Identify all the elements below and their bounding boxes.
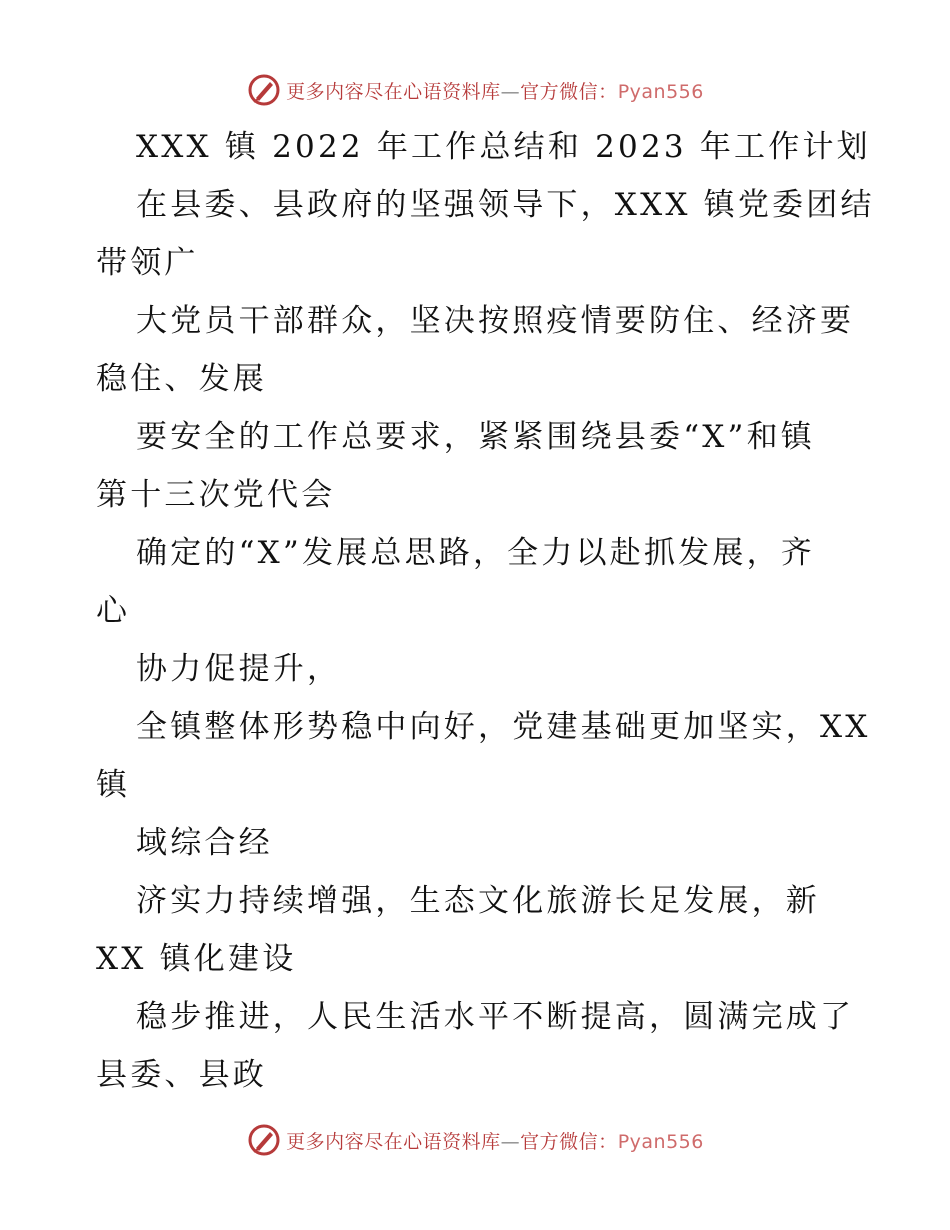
text-line: 心: [96, 593, 131, 629]
banner-text: 更多内容尽在心语资料库—官方微信：Pyan556: [286, 1130, 704, 1153]
document-body: [96, 118, 875, 1104]
footer-banner: [0, 1120, 950, 1160]
text-line: 大党员干部群众，坚决按照疫情要防住、经济要: [136, 303, 855, 339]
brush-pen-logo-icon: [246, 1122, 282, 1158]
header-banner: [0, 70, 950, 110]
text-line: 县委、县政: [96, 1057, 267, 1093]
text-line: 稳步推进，人民生活水平不断提高，圆满完成了: [136, 999, 855, 1035]
text-line: 镇: [96, 767, 131, 803]
text-line: 稳住、发展: [96, 361, 267, 397]
text-line: 协力促提升，: [136, 651, 342, 687]
banner-text: 更多内容尽在心语资料库—官方微信：Pyan556: [286, 80, 704, 103]
text-line: 确定的“X”发展总思路，全力以赴抓发展，齐: [136, 535, 815, 571]
text-line: 要安全的工作总要求，紧紧围绕县委“X”和镇: [136, 419, 815, 455]
text-line: 全镇整体形势稳中向好，党建基础更加坚实，XX: [136, 709, 871, 745]
text-line: XX 镇化建设: [96, 941, 297, 977]
text-line: 带领广: [96, 245, 199, 281]
document-title: XXX 镇 2022 年工作总结和 2023 年工作计划: [136, 129, 871, 165]
text-line: 第十三次党代会: [96, 477, 336, 513]
text-line: 域综合经: [136, 825, 273, 861]
text-line: 在县委、县政府的坚强领导下，XXX 镇党委团结: [136, 187, 875, 223]
brush-pen-logo-icon: [246, 72, 282, 108]
text-line: 济实力持续增强，生态文化旅游长足发展，新: [136, 883, 820, 919]
